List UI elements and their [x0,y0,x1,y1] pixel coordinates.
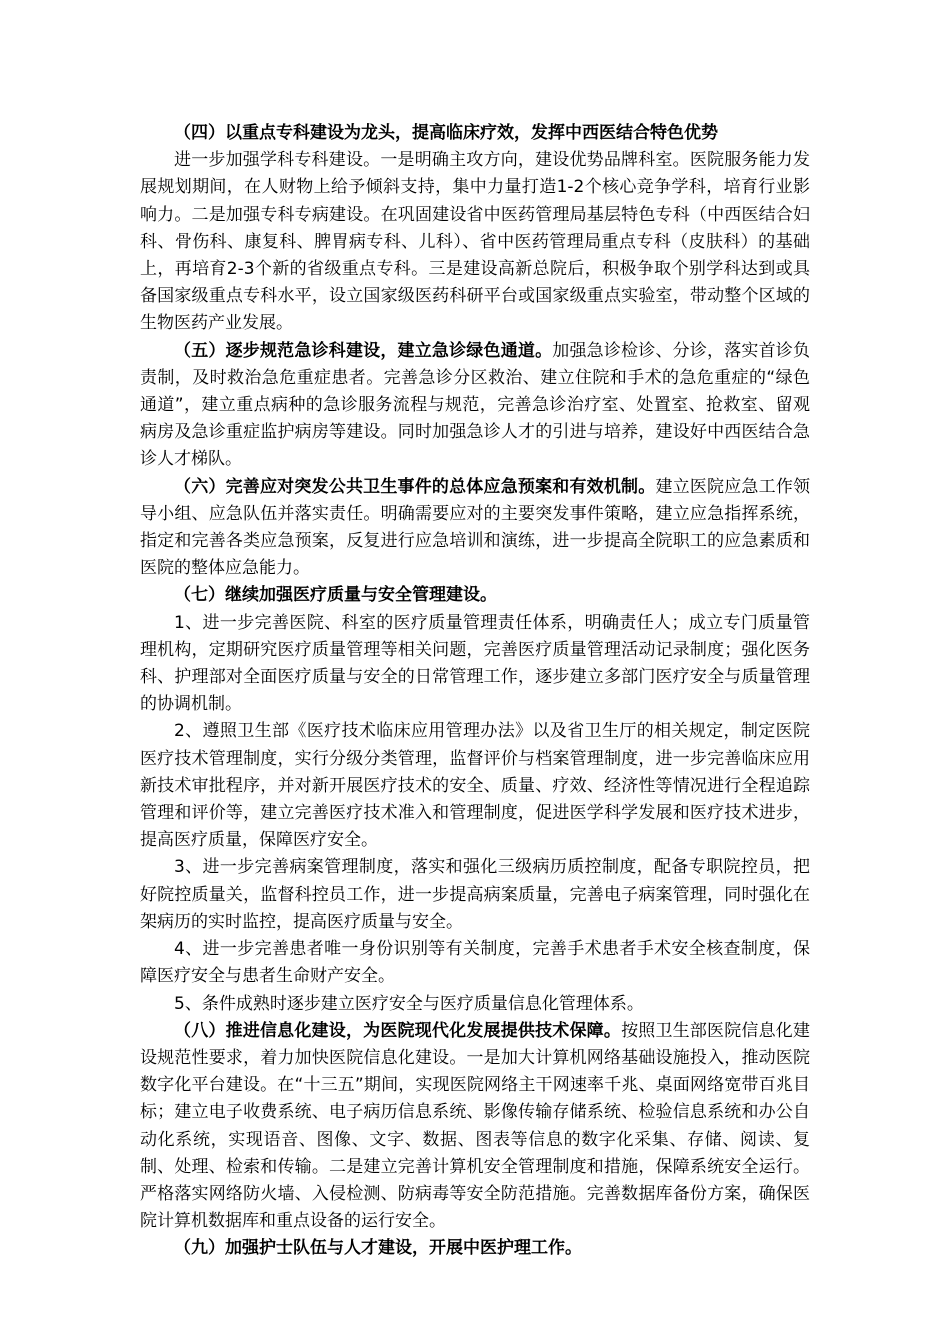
section-text-6: 建立医院应急工作领导小组、应急队伍并落实责任。明确需要应对的主要突发事件策略，建立应急指挥系统，指定和完善各类应急预案，反复进行应急培训和演练，进一步提高全院职工的应急素质和医院的整体应急能力。 [140,476,811,579]
list-item-7-3: 3、进一步完善病案管理制度，落实和强化三级病历质控制度，配备专职院控员，把好院控质量关，监督科控员工作，进一步提高病案质量，完善电子病案管理，同时强化在架病历的实时监控，提高医疗质量与安全。 [140,857,810,932]
section-heading-9: （九）加强护士队伍与人才建设，开展中医护理工作。 [174,1238,582,1259]
list-item-7-1: 1、进一步完善医院、科室的医疗质量管理责任体系，明确责任人；成立专门质量管理机构，定期研究医疗质量管理等相关问题，完善医疗质量管理活动记录制度；强化医务科、护理部对全面医疗质量与安全的日常管理工作，逐步建立多部门医疗安全与质量管理的协调机制。 [140,612,810,715]
list-item-7-4: 4、进一步完善患者唯一身份识别等有关制度，完善手术患者手术安全核查制度，保障医疗安全与患者生命财产安全。 [140,939,810,987]
section-heading-7: （七）继续加强医疗质量与安全管理建设。 [174,585,497,606]
section-paragraph-6 [140,474,810,583]
section-heading-4: （四）以重点专科建设为龙头，提高临床疗效，发挥中西医结合特色优势 [174,123,718,143]
document-page [140,120,810,1263]
section-body-4: 进一步加强学科专科建设。一是明确主攻方向，建设优势品牌科室。医院服务能力发展规划期间，在人财物上给予倾斜支持，集中力量打造1-2个核心竞争学科，培育行业影响力。二是加强专科专病建设。在巩固建设省中医药管理局基层特色专科（中西医结合妇科、骨伤科、康复科、脾胃病专科、儿科）、省中医药管理局重点专科（皮肤科）的基础上，再培育2-3个新的省级重点专科。三是建设高新总院后，积极争取个别学科达到或具备国家级重点专科水平，设立国家级医药科研平台或国家级重点实验室，带动整个区域的生物医药产业发展。 [140,150,810,334]
section-lead-6: （六）完善应对突发公共卫生事件的总体应急预案和有效机制。 [174,476,656,497]
list-item-7-2: 2、遵照卫生部《医疗技术临床应用管理办法》以及省卫生厅的相关规定，制定医院医疗技术管理制度，实行分级分类管理，监督评价与档案管理制度，进一步完善临床应用新技术审批程序，并对新开展医疗技术的安全、质量、疗效、经济性等情况进行全程追踪管理和评价等，建立完善医疗技术准入和管理制度，促进医学科学发展和医疗技术进步，提高医疗质量，保障医疗安全。 [140,721,810,851]
section-text-5: 加强急诊检诊、分诊，落实首诊负责制，及时救治急危重症患者。完善急诊分区救治、建立住院和手术的急危重症的“绿色通道”，建立重点病种的急诊服务流程与规范，完善急诊治疗室、处置室、抢救室、留观病房及急诊重症监护病房等建设。同时加强急诊人才的引进与培养，建设好中西医结合急诊人才梯队。 [140,340,811,470]
section-paragraph-8 [140,1018,810,1236]
list-item-7-5: 5、条件成熟时逐步建立医疗安全与医疗质量信息化管理体系。 [174,993,644,1014]
section-paragraph-5 [140,338,810,474]
section-lead-8: （八）推进信息化建设，为医院现代化发展提供技术保障。 [174,1020,622,1041]
section-lead-5: （五）逐步规范急诊科建设，建立急诊绿色通道。 [174,340,553,361]
section-text-8: 按照卫生部医院信息化建设规范性要求，着力加快医院信息化建设。一是加大计算机网络基础设施投入，推动医院数字化平台建设。在“十三五”期间，实现医院网络主干网速率千兆、桌面网络宽带百兆目标；建立电子收费系统、电子病历信息系统、影像传输存储系统、检验信息系统和办公自动化系统，实现语音、图像、文字、数据、图表等信息的数字化采集、存储、阅读、复制、处理、检索和传输。二是建立完善计算机安全管理制度和措施，保障系统安全运行。严格落实网络防火墙、入侵检测、防病毒等安全防范措施。完善数据库备份方案，确保医院计算机数据库和重点设备的运行安全。 [140,1020,811,1232]
